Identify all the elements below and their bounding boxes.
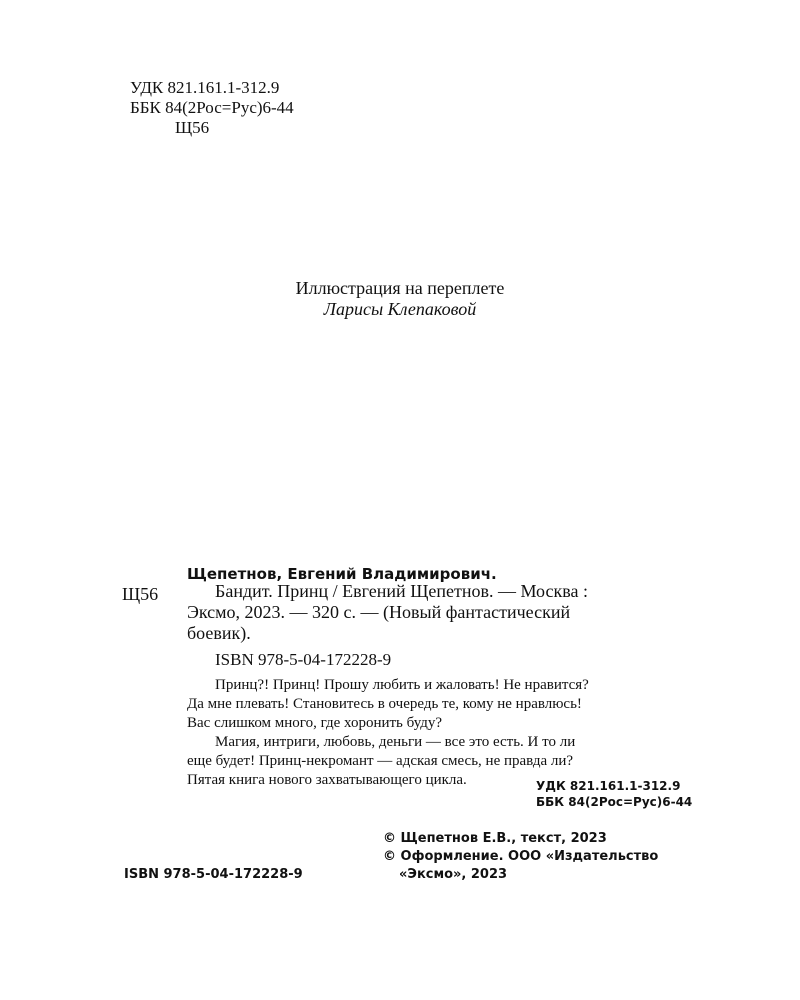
description-line: Эксмо, 2023. — 320 с. — (Новый фантастический [187, 602, 571, 622]
copyright-design: © Оформление. ООО «Издательство [383, 849, 659, 864]
copyright-block [383, 830, 658, 884]
illustration-credit-label: Иллюстрация на переплете [295, 278, 505, 298]
annotation-line: Вас слишком много, где хоронить буду? [187, 715, 443, 731]
udk-code: УДК 821.161.1-312.9 [536, 779, 681, 793]
bbk-code: ББК 84(2Рос=Рус)6-44 [536, 795, 693, 809]
description-line: боевик). [187, 623, 251, 643]
annotation-line: Да мне плевать! Становитесь в очередь те, кому не нравлюсь! [187, 696, 582, 712]
shelf-mark: Щ56 [122, 584, 159, 604]
classification-codes-bottom [536, 778, 716, 810]
annotation-line: Пятая книга нового захватывающего цикла. [187, 772, 467, 788]
author-mark: Щ56 [175, 118, 210, 137]
classification-codes-top [130, 78, 294, 138]
annotation-line: Магия, интриги, любовь, деньги — все это есть. И то ли [215, 734, 576, 750]
bibliographic-description [187, 581, 714, 644]
copyright-text: © Щепетнов Е.В., текст, 2023 [383, 831, 607, 846]
annotation [187, 676, 714, 790]
udk-code: УДК 821.161.1-312.9 [130, 78, 280, 97]
illustration-credit [0, 278, 800, 320]
isbn-record: ISBN 978-5-04-172228-9 [215, 650, 392, 669]
bbk-code: ББК 84(2Рос=Рус)6-44 [130, 98, 294, 117]
annotation-line: еще будет! Принц-некромант — адская смесь, не правда ли? [187, 753, 574, 769]
isbn-bottom: ISBN 978-5-04-172228-9 [124, 867, 303, 882]
copyright-design-cont: «Эксмо», 2023 [399, 867, 508, 882]
illustrator-name: Ларисы Клепаковой [323, 299, 477, 319]
annotation-line: Принц?! Принц! Прошу любить и жаловать! Не нравится? [215, 677, 589, 693]
annotation-paragraph [187, 676, 714, 733]
author-heading: Щепетнов, Евгений Владимирович. [187, 565, 497, 583]
description-line: Бандит. Принц / Евгений Щепетнов. — Москва : [215, 581, 588, 601]
